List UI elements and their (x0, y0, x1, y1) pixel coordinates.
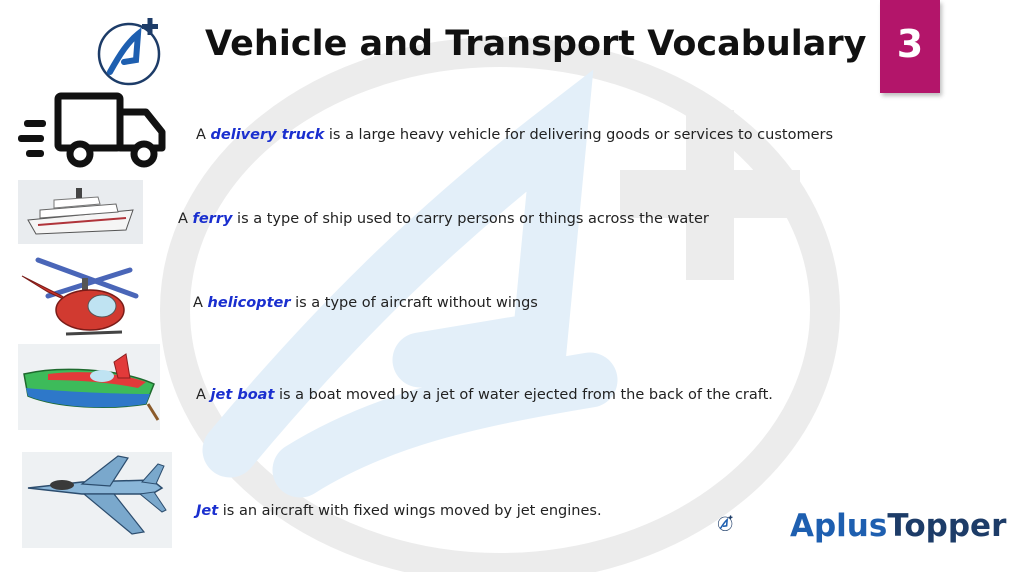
ferry-icon (18, 180, 143, 244)
list-item (193, 295, 538, 311)
vocab-term: Jet (196, 503, 219, 519)
list-item (196, 503, 602, 519)
list-item (196, 127, 833, 143)
helicopter-icon (18, 256, 140, 340)
vocab-definition: is a boat moved by a jet of water ejected from the back of the craft. (278, 387, 773, 403)
page-number-badge: 3 (880, 0, 940, 93)
aplustopper-logo-icon (716, 490, 792, 556)
item-article: A (178, 211, 188, 227)
brand-name (790, 508, 1006, 544)
item-article: A (196, 387, 206, 403)
vocab-term: delivery truck (210, 127, 325, 143)
vocab-definition: is an aircraft with fixed wings moved by jet engines. (222, 503, 602, 519)
item-article: A (196, 127, 206, 143)
item-article: A (193, 295, 203, 311)
page-title: Vehicle and Transport Vocabulary (205, 24, 867, 64)
jet-icon (22, 452, 172, 548)
list-item (196, 387, 773, 403)
brand-name-part2: Topper (887, 508, 1007, 544)
vocab-definition: is a large heavy vehicle for delivering goods or services to customers (328, 127, 834, 143)
vocab-term: helicopter (207, 295, 291, 311)
vocab-term: jet boat (210, 387, 275, 403)
vocab-definition: is a type of aircraft without wings (295, 295, 538, 311)
list-item (178, 211, 709, 227)
vocab-definition: is a type of ship used to carry persons or things across the water (237, 211, 709, 227)
aplus-logo-icon (94, 14, 168, 88)
brand-name-part1: Aplus (790, 508, 888, 544)
jet-boat-icon (18, 344, 160, 430)
delivery-truck-icon (18, 90, 166, 170)
vocab-term: ferry (192, 211, 233, 227)
